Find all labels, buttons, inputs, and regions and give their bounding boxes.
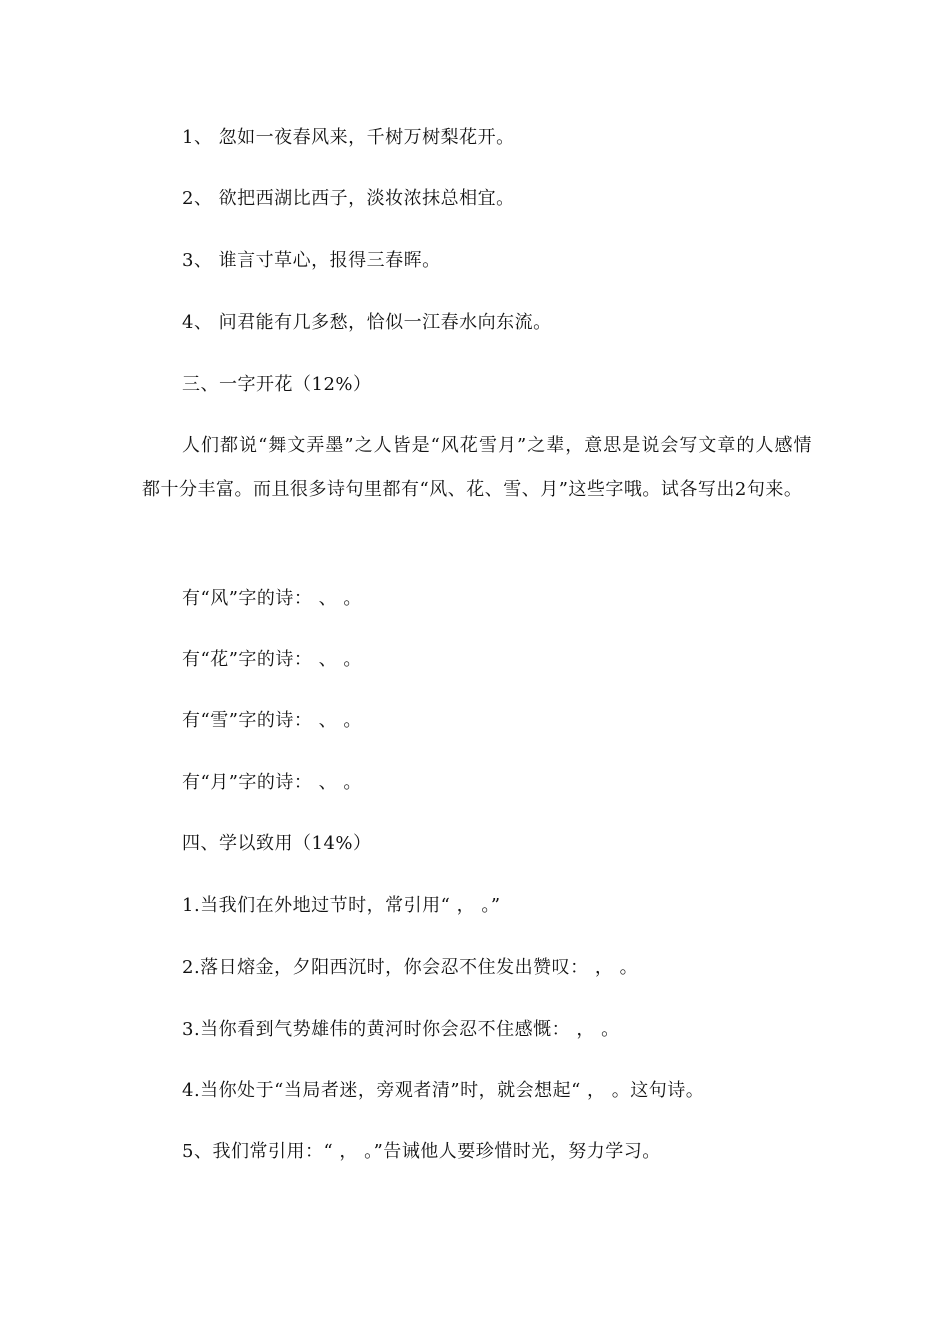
snow-poem-prompt: 有“雪”字的诗： 、 。: [182, 710, 362, 731]
section-3-heading: 三、一字开花（12%）: [182, 374, 372, 395]
poem-line-1: 1、 忽如一夜春风来，千树万树梨花开。: [182, 127, 515, 148]
section-4-heading: 四、学以致用（14%）: [182, 833, 372, 854]
poem-line-2: 2、 欲把西湖比西子，淡妆浓抹总相宜。: [182, 188, 515, 209]
question-4: 4.当你处于“当局者迷，旁观者清”时，就会想起“ ， 。这句诗。: [182, 1080, 705, 1101]
question-5: 5、我们常引用：“ ， 。”告诫他人要珍惜时光，努力学习。: [182, 1141, 661, 1162]
question-3: 3.当你看到气势雄伟的黄河时你会忍不住感慨： ， 。: [182, 1019, 620, 1040]
question-2: 2.落日熔金，夕阳西沉时，你会忍不住发出赞叹： ， 。: [182, 957, 639, 978]
poem-line-3: 3、 谁言寸草心，报得三春晖。: [182, 250, 441, 271]
moon-poem-prompt: 有“月”字的诗： 、 。: [182, 772, 362, 793]
wind-poem-prompt: 有“风”字的诗： 、 。: [182, 588, 362, 609]
flower-poem-prompt: 有“花”字的诗： 、 。: [182, 649, 362, 670]
section-3-intro: 人们都说“舞文弄墨”之人皆是“风花雪月”之辈，意思是说会写文章的人感情都十分丰富。而且很多诗句里都有“风、花、雪、月”这些字哦。试各写出2句来。: [142, 435, 812, 500]
question-1: 1.当我们在外地过节时，常引用“ ， 。”: [182, 895, 501, 916]
poem-line-4: 4、 问君能有几多愁，恰似一江春水向东流。: [182, 312, 552, 333]
